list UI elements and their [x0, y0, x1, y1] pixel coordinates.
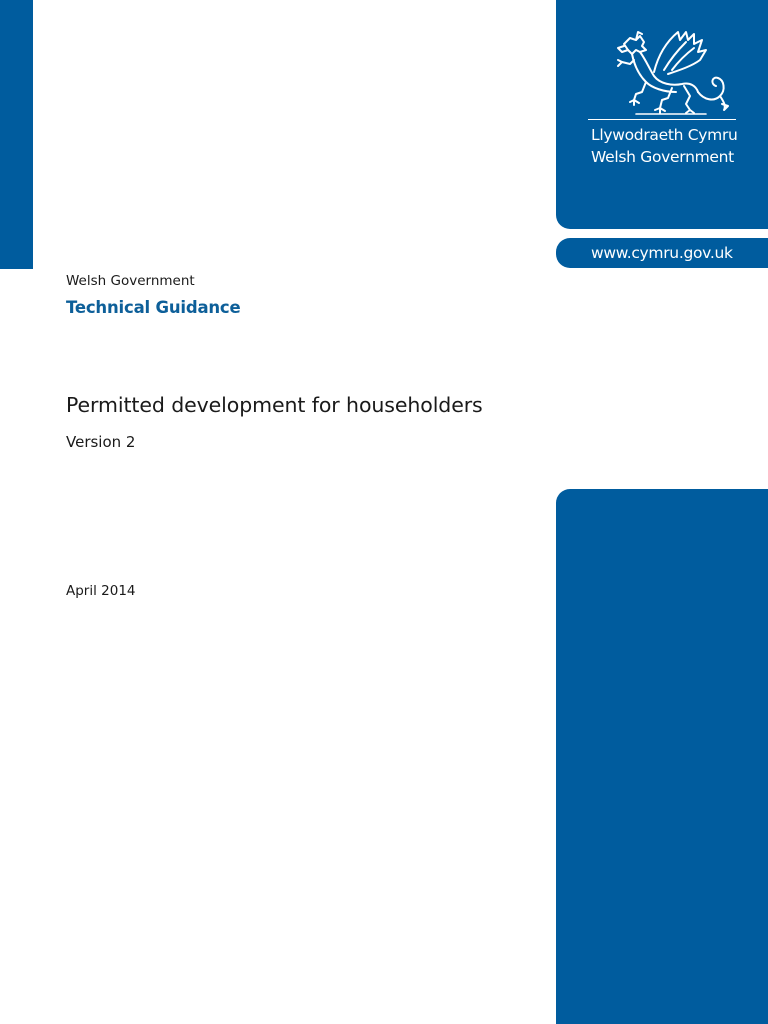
page-title: Permitted development for householders: [66, 393, 483, 417]
logo-wordmark: [591, 124, 738, 168]
logo-divider: [588, 119, 736, 120]
welsh-dragon-icon: [606, 26, 732, 116]
publication-date: April 2014: [66, 583, 136, 599]
logo-english-name: Welsh Government: [591, 148, 734, 166]
logo-welsh-name: Llywodraeth Cymru: [591, 126, 738, 144]
website-link[interactable]: www.cymru.gov.uk: [556, 238, 768, 268]
document-type: Technical Guidance: [66, 298, 241, 317]
left-accent-bar: [0, 0, 33, 269]
logo-panel: [556, 0, 768, 229]
document-version: Version 2: [66, 433, 136, 451]
publisher-name: Welsh Government: [66, 273, 195, 289]
bottom-accent-panel: [556, 489, 768, 1024]
